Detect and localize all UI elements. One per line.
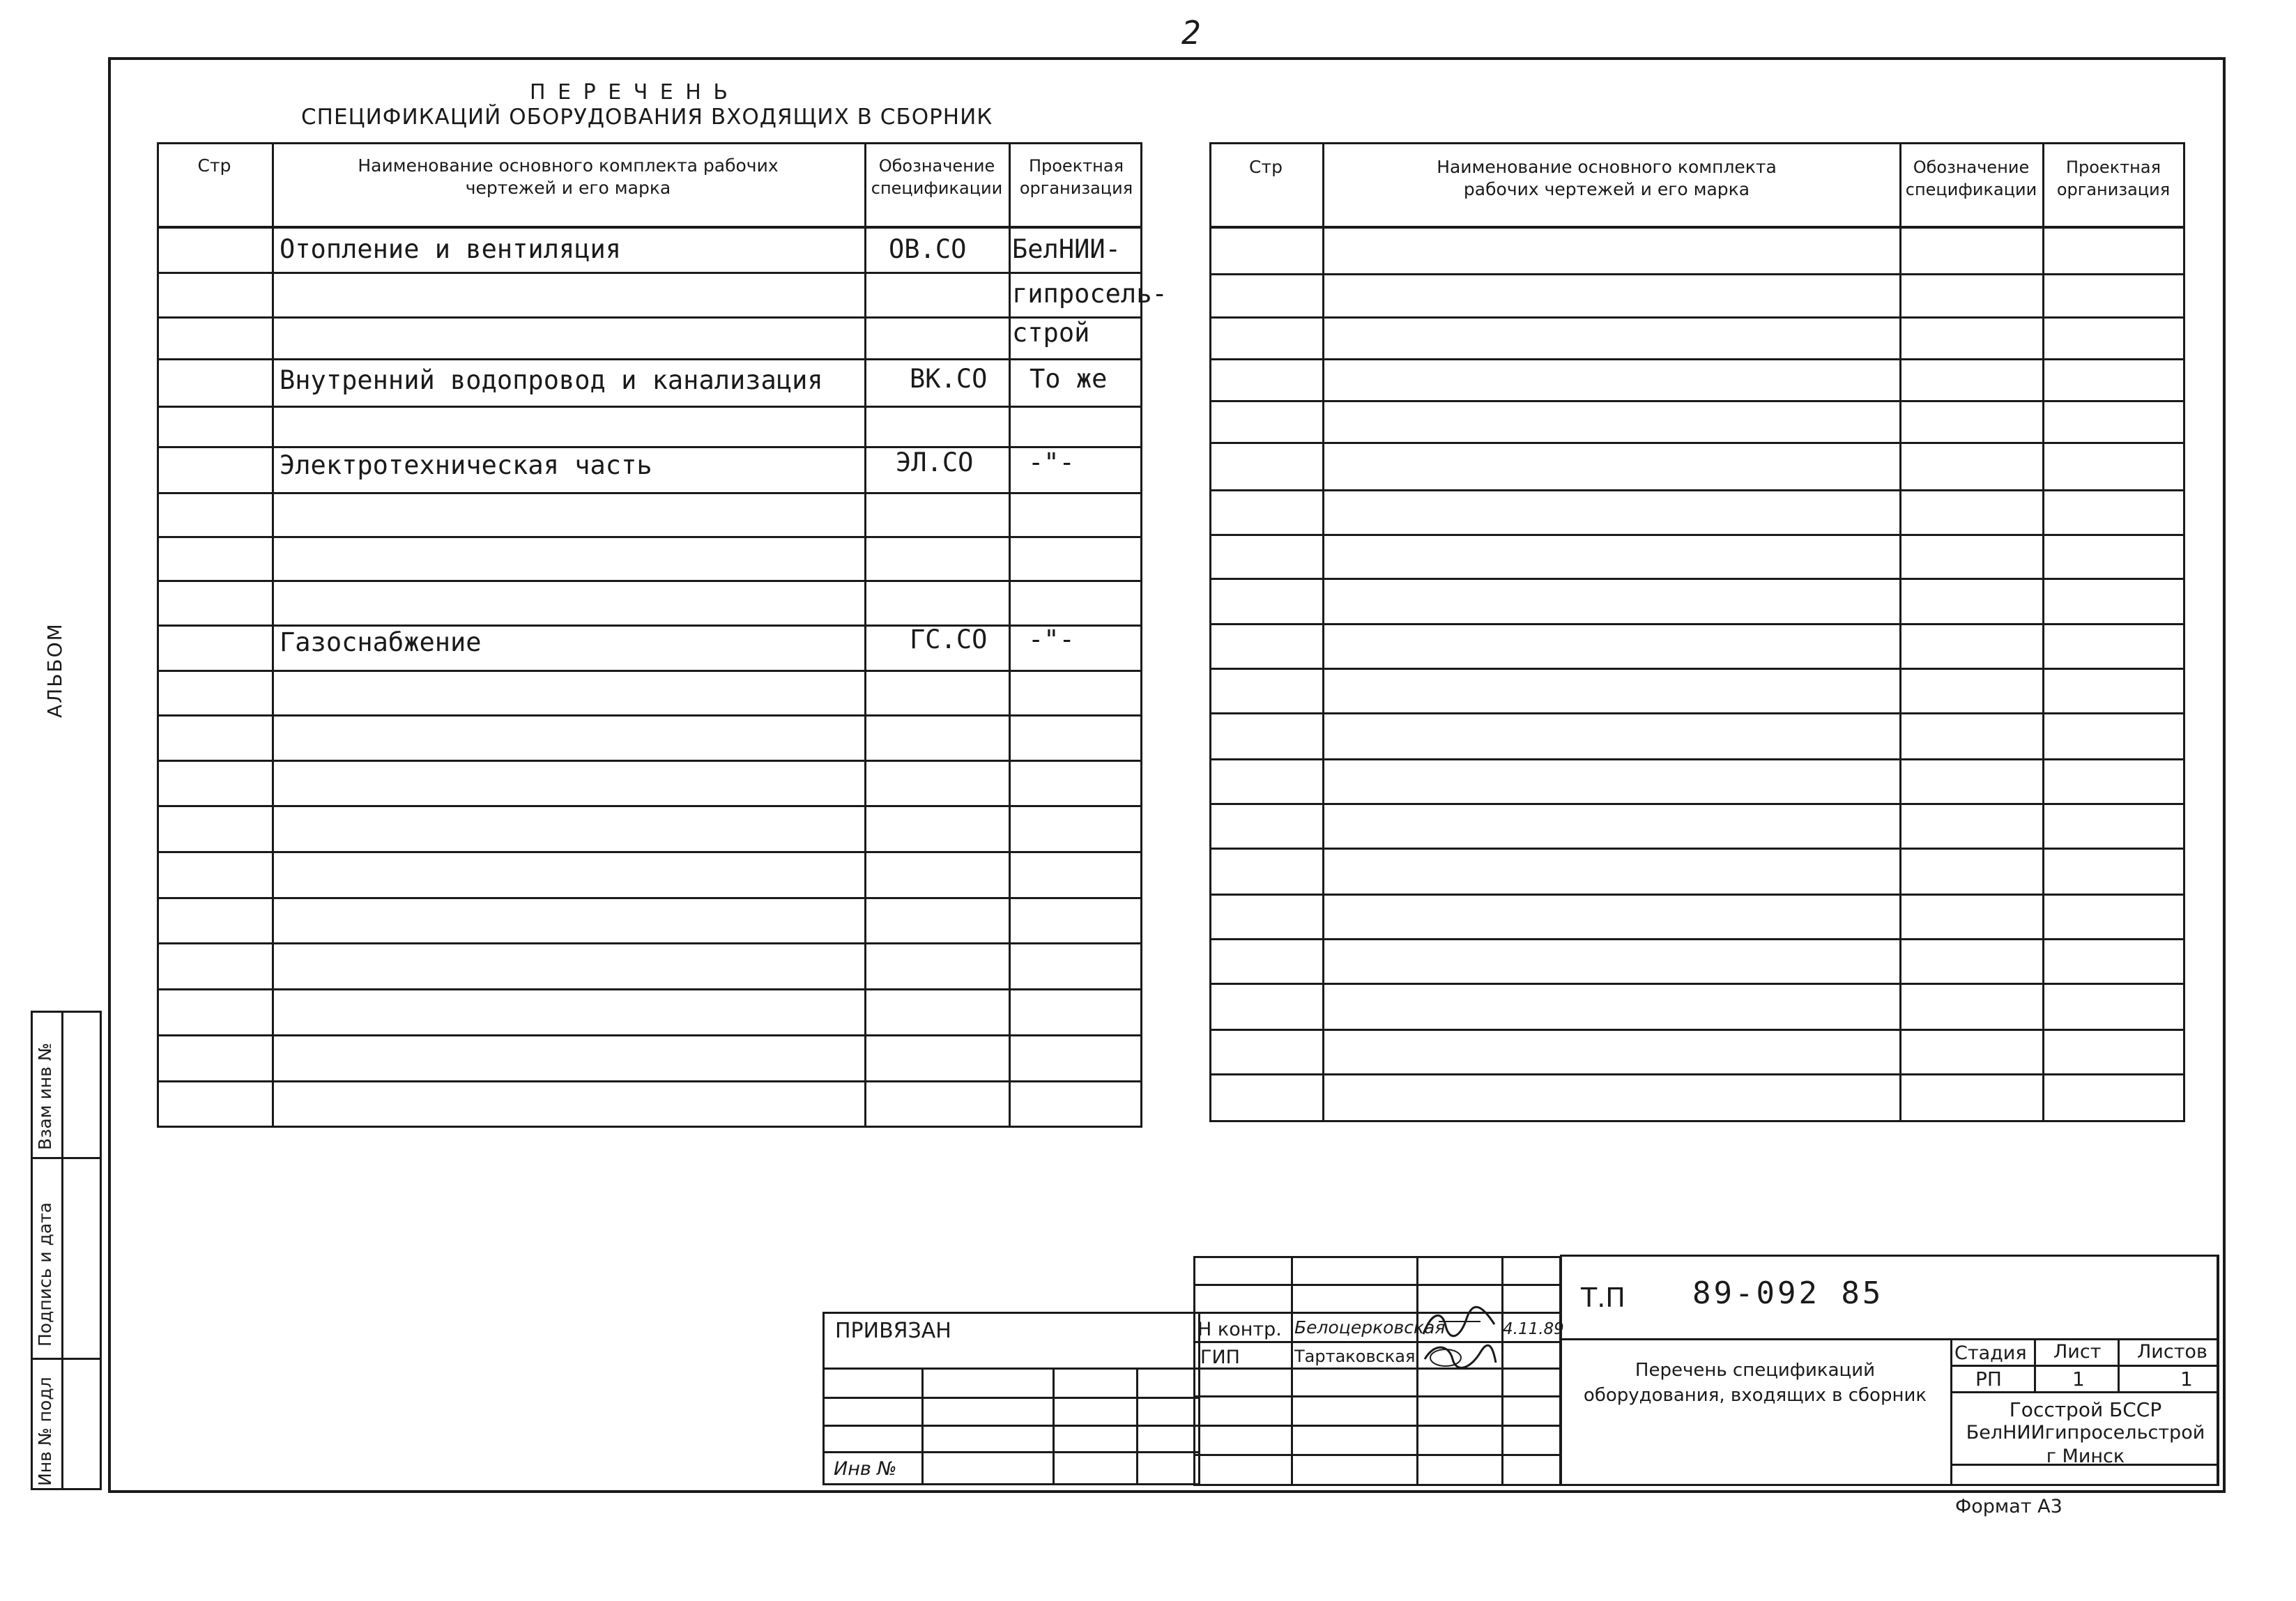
title-block (1560, 1255, 2222, 1487)
right-spec-table (1209, 142, 2192, 1132)
page-number: 2 (1181, 14, 1201, 52)
doc-code: 89-092 85 (1692, 1276, 1884, 1311)
row-code-heating: ОВ.СО (889, 234, 967, 264)
listov-label: Листов (2137, 1341, 2207, 1363)
right-header-name: Наименование основного комплекта рабочих чертежей и его марка (1437, 157, 1777, 199)
left-spec-table (157, 142, 1168, 1132)
org-line1: Госстрой БССР (2009, 1398, 2162, 1421)
side-stamp (31, 1011, 104, 1492)
left-header-code: Обозначение спецификации (871, 156, 1003, 198)
signature-gip (1418, 1338, 1501, 1373)
side-stamp-podpis: Подпись и дата (35, 1202, 55, 1347)
stadiya-value: РП (1975, 1368, 2002, 1391)
left-header-name: Наименование основного комплекта рабочих чертежей и его марка (358, 155, 779, 198)
signatures-grid (1193, 1256, 1563, 1487)
row-name-heating: Отопление и вентиляция (280, 234, 622, 264)
row-org-heating: БелНИИ- (1012, 234, 1121, 264)
format-label: Формат А3 (1955, 1496, 2062, 1517)
heading-line2: СПЕЦИФИКАЦИЙ ОБОРУДОВАНИЯ ВХОДЯЩИХ В СБОРНИК (301, 105, 993, 130)
list-label: Лист (2053, 1341, 2102, 1363)
org-line3: г Минск (2046, 1446, 2125, 1467)
list-value: 1 (2072, 1368, 2085, 1391)
gip-role: ГИП (1200, 1347, 1240, 1368)
n-kontr-role: Н контр. (1197, 1319, 1282, 1340)
n-kontr-name: Белоцерковская (1294, 1317, 1446, 1338)
album-label: АЛЬБОМ (43, 622, 66, 718)
listov-value: 1 (2180, 1368, 2193, 1391)
row-name-electrical: Электротехническая часть (280, 450, 652, 480)
row-org-heating-cont1: гипросель- (1012, 279, 1168, 309)
row-code-water: ВК.СО (910, 364, 988, 394)
doc-code-prefix: Т.П (1581, 1282, 1625, 1313)
right-header-org: Проектная организация (2056, 158, 2171, 199)
inv-no-label: Инв № (834, 1458, 897, 1480)
left-header-page: Стр (197, 155, 231, 176)
row-org-heating-cont2: строй (1012, 318, 1090, 348)
row-name-water: Внутренний водопровод и канализация (280, 365, 823, 395)
sheet-title: Перечень спецификаций оборудования, входящих в сборник (1583, 1360, 1927, 1406)
row-org-water: То же (1030, 364, 1108, 394)
privyazan-label: ПРИВЯЗАН (835, 1319, 951, 1343)
left-header-org: Проектная организация (1019, 156, 1133, 198)
stadiya-label: Стадия (1954, 1342, 2027, 1364)
row-code-electrical: ЭЛ.СО (896, 447, 974, 477)
date-note: 4.11.89 (1503, 1320, 1564, 1338)
privyazan-block (822, 1312, 1202, 1487)
side-stamp-inv: Инв № подл (35, 1377, 55, 1486)
side-stamp-vzam: Взам инв № (35, 1043, 55, 1150)
right-header-code: Обозначение спецификации (1905, 158, 2037, 199)
right-header-page: Стр (1249, 157, 1283, 177)
gip-name: Тартаковская (1294, 1347, 1416, 1366)
heading-line1: П Е Р Е Ч Е Н Ь (530, 80, 730, 105)
row-org-electrical: -"- (1028, 447, 1075, 477)
row-name-gas: Газоснабжение (280, 627, 482, 657)
row-org-gas: -"- (1028, 625, 1075, 654)
row-code-gas: ГС.СО (910, 625, 988, 654)
org-line2: БелНИИгипросельстрой (1966, 1422, 2205, 1443)
